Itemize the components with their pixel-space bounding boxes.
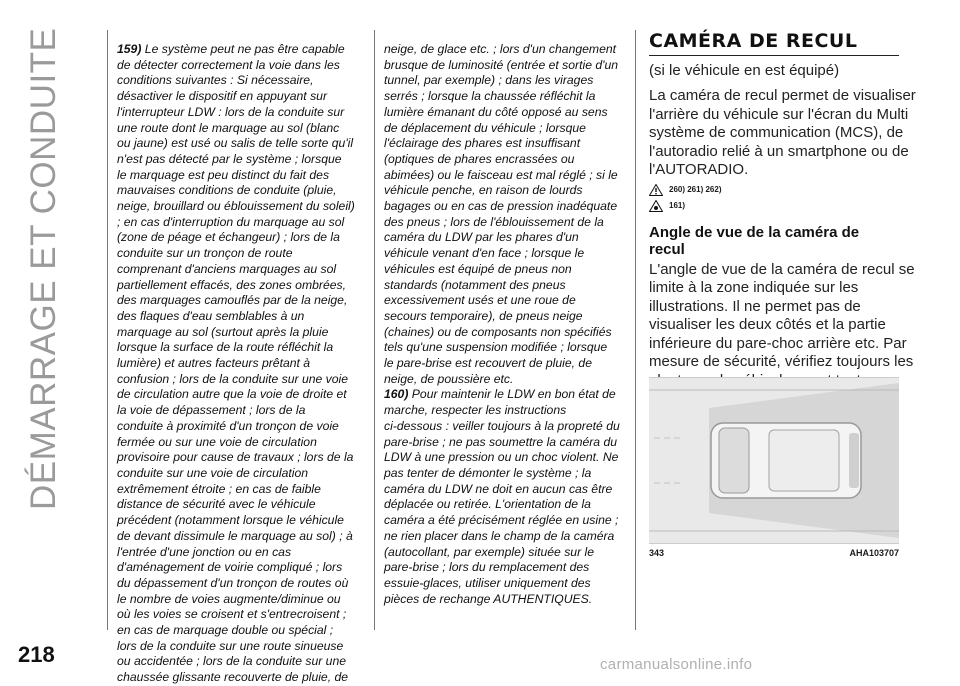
text-line: marche, respecter les instructions xyxy=(384,403,567,418)
note-160-first-line xyxy=(384,387,634,403)
text-line: de détecter correctement la voie dans les xyxy=(117,57,340,72)
text-line: (optiques de phares encrassées ou xyxy=(384,151,575,166)
paragraph-line: mesure de sécurité, vérifiez toujours les xyxy=(649,353,914,370)
camera-view-illustration xyxy=(649,377,899,544)
text-line: pare-brise ; ne pas soumettre la caméra du xyxy=(384,434,618,449)
text-line: tels qu'une suspension modifiée ; lorsque xyxy=(384,340,608,355)
text-line: chaussée glissante recouverte de pluie, de xyxy=(117,670,349,685)
paragraph-line: système de communication (MCS), de xyxy=(649,124,904,141)
text-line: conditions suivantes : Si nécessaire, xyxy=(117,73,314,88)
page-number: 218 xyxy=(18,642,55,667)
warning-ref-2 xyxy=(649,200,899,212)
text-line: tunnel, par exemple) ; dans les virages xyxy=(384,73,594,88)
text-line: neige, de poussière etc. xyxy=(384,371,514,386)
chapter-side-title: DÉMARRAGE ET CONDUITE xyxy=(24,27,63,510)
note-159-body xyxy=(117,58,372,686)
note-159-number: 159) xyxy=(117,42,142,56)
text-line: (zone de péage et échangeur) ; lors de la xyxy=(117,230,340,245)
note-160-body xyxy=(384,403,634,607)
text-line: n'est pas détecté par le système ; lorsque xyxy=(117,151,342,166)
text-line: des flaques d'eau semblables à un xyxy=(117,308,305,323)
text-line: extrêmement étroite ; en cas de faible xyxy=(117,481,321,496)
text-line: où les voies se croisent et s'entrecroisent ; xyxy=(117,607,347,622)
text-line: précédent (notamment lorsque le véhicule xyxy=(117,513,344,528)
paragraph-line: limite à la zone indiquée sur les xyxy=(649,279,859,296)
paragraph-line: visualiser les deux côtés et la partie xyxy=(649,316,886,333)
text-line: fermée ou sur une voie de circulation xyxy=(117,434,317,449)
text-line: des pneus ; lors de l'éblouissement de la xyxy=(384,214,604,229)
text-line: conduite sur une voie de circulation xyxy=(117,465,309,480)
text-line: véhicule venant d'en face ; lorsque le xyxy=(384,246,585,261)
figure-number: 343 xyxy=(649,548,665,558)
text-line: LDW à une pression ou un choc violent. Ne xyxy=(384,450,619,465)
text-line: excessivement usés et une roue de xyxy=(384,293,576,308)
section-title: CAMÉRA DE RECUL xyxy=(649,30,899,56)
text-line: neige, de glace etc. ; lors d'un changement xyxy=(384,42,617,56)
text-line: véhicules est équipé de pneus non xyxy=(384,261,572,276)
text-line: de circulation autre que la voie de droite et xyxy=(117,387,347,402)
note-159-first-line xyxy=(117,42,372,58)
text-line: l'interrupteur LDW : lors de la conduite sur xyxy=(117,104,345,119)
text-line: l'éclairage des phares est insuffisant xyxy=(384,136,581,151)
text-line: ; en cas d'interruption du marquage au sol xyxy=(117,214,345,229)
text-line: essuie-glaces, utiliser uniquement des xyxy=(384,575,591,590)
text-line: le nombre de voies augmente/diminue ou xyxy=(117,591,341,606)
figure-code: AHA103707 xyxy=(849,548,899,558)
text-line: ou accidentée ; lors de la conduite sur une xyxy=(117,654,347,669)
text-line: le marquage est peu distinct du fait des xyxy=(117,167,330,182)
text-line: désactiver le dispositif en appuyant sur xyxy=(117,89,328,104)
text-line: de devant dissimule le marquage au sol) ; à xyxy=(117,528,353,543)
text-line: en cas de marquage double ou spécial ; xyxy=(117,623,334,638)
paragraph-line: l'AUTORADIO. xyxy=(649,161,749,178)
text-line: mauvaises conditions de conduite (pluie, xyxy=(117,183,337,198)
text-line: caméra du LDW par les phares d'un xyxy=(384,230,579,245)
text-line: l'entrée d'une jonction ou en cas xyxy=(117,544,292,559)
paragraph-line: illustrations. Il ne permet pas de xyxy=(649,297,861,315)
text-line: la voie de dépassement ; lors de la xyxy=(117,403,306,418)
paragraph-line: l'arrière du véhicule sur l'écran du Multi xyxy=(649,105,909,123)
warning-column-2 xyxy=(384,42,634,607)
warning-column-1 xyxy=(117,42,372,686)
text-line: lumière) et autres facteurs prêtant à xyxy=(117,356,311,371)
text-line: marquage au sol (surtout après la pluie xyxy=(117,324,329,339)
column-divider-right xyxy=(635,30,636,630)
text-line: ne rien placer dans le champ de la caméra xyxy=(384,528,615,543)
text-line: du dépassement d'un tronçon de routes où xyxy=(117,575,349,590)
text-line: véhicule penche, en raison de lourds xyxy=(384,183,583,198)
section-subtitle: (si le véhicule en est équipé) xyxy=(649,62,840,79)
subsection-heading: Angle de vue de la caméra de recul xyxy=(649,223,860,258)
warning-hand-icon xyxy=(649,200,663,212)
paragraph-line: L'angle de vue de la caméra de recul se xyxy=(649,260,915,278)
watermark: carmanualsonline.info xyxy=(600,656,753,673)
text-line: des marquages camouflés par de la neige, xyxy=(117,293,348,308)
text-line: serrés ; lorsque la chaussée réfléchit la xyxy=(384,89,596,104)
text-line: comprenant d'anciens marquages au sol xyxy=(117,261,337,276)
text-line: pièces de rechange AUTHENTIQUES. xyxy=(384,591,593,606)
intro-paragraph xyxy=(649,87,916,180)
text-line: secours temporaire), de pneus neige xyxy=(384,308,583,323)
text-line: partiellement effacés, des zones ombrées, xyxy=(117,277,346,292)
warning-ref-1-text: 260) 261) 262) xyxy=(669,185,722,194)
note-159-continued xyxy=(384,42,634,387)
column-divider-middle xyxy=(374,30,375,630)
warning-triangle-icon xyxy=(649,184,663,196)
note-160-number: 160) xyxy=(384,387,409,402)
text-line: pas tenter de démonter le système ; la xyxy=(384,465,592,480)
figure-caption xyxy=(649,548,899,558)
text-line: bagages ou en cas de pression inadéquate xyxy=(384,199,618,214)
text-line: conduite sur un tronçon de route xyxy=(117,246,293,261)
paragraph-line: La caméra de recul permet de visualiser xyxy=(649,87,916,104)
text-line: lorsque la surface de la route réfléchit la xyxy=(117,340,334,355)
text-line: lumière émanant du côté opposé au sens xyxy=(384,104,608,119)
note-160-first-text: Pour maintenir le LDW en bon état de xyxy=(408,387,616,402)
text-line: ci-dessous : veiller toujours à la propreté du xyxy=(384,418,620,433)
text-line: pare-brise ; lors du remplacement des xyxy=(384,560,590,575)
text-line: conduite à proximité d'un tronçon de voie xyxy=(117,418,339,433)
text-line: distance de sécurité avec le véhicule xyxy=(117,497,316,512)
text-line: provisoire pour cause de travaux ; lors de la xyxy=(117,450,354,465)
text-line: une route dont le marquage au sol (blanc xyxy=(117,120,340,135)
text-line: lors de la conduite sur une route sinueuse xyxy=(117,638,344,653)
text-line: (chaines) ou de composants non spécifiés xyxy=(384,324,612,339)
reverse-camera-section xyxy=(649,30,916,409)
text-line: abimées) ou le faisceau est mal réglé ; si le xyxy=(384,167,618,182)
warning-ref-2-text: 161) xyxy=(669,201,686,210)
column-divider-left xyxy=(107,30,108,630)
text-line: ou jaune) est usé ou salis de telle sorte qu'il xyxy=(117,136,354,151)
warning-ref-1 xyxy=(649,184,899,196)
camera-coverage-figure xyxy=(649,378,899,543)
text-line: le pare-brise est recouvert de pluie, de xyxy=(384,356,592,371)
text-line: confusion ; lors de la conduite sur une voie xyxy=(117,371,349,386)
paragraph-line: l'autoradio relié à un smartphone ou de xyxy=(649,142,909,160)
text-line: caméra du LDW ne doit en aucun cas être xyxy=(384,481,613,496)
text-line: standards (notamment des pneus xyxy=(384,277,566,292)
note-159-first-text: Le système peut ne pas être capable xyxy=(141,42,345,56)
text-line: déplacée ou retirée. L'orientation de la xyxy=(384,497,591,512)
text-line: de déplacement du véhicule ; lorsque xyxy=(384,120,586,135)
text-line: (autocollant, par exemple) située sur le xyxy=(384,544,595,559)
paragraph-line: inférieure du pare-choc arrière etc. Par xyxy=(649,334,907,352)
text-line: neige, brouillard ou éblouissement du soleil) xyxy=(117,199,355,214)
text-line: brusque de luminosité (entrée et sortie d'un xyxy=(384,57,619,72)
text-line: d'aménagement de voirie compliqué ; lors xyxy=(117,560,343,575)
text-line: caméra a été précisément réglée en usine ; xyxy=(384,513,619,528)
